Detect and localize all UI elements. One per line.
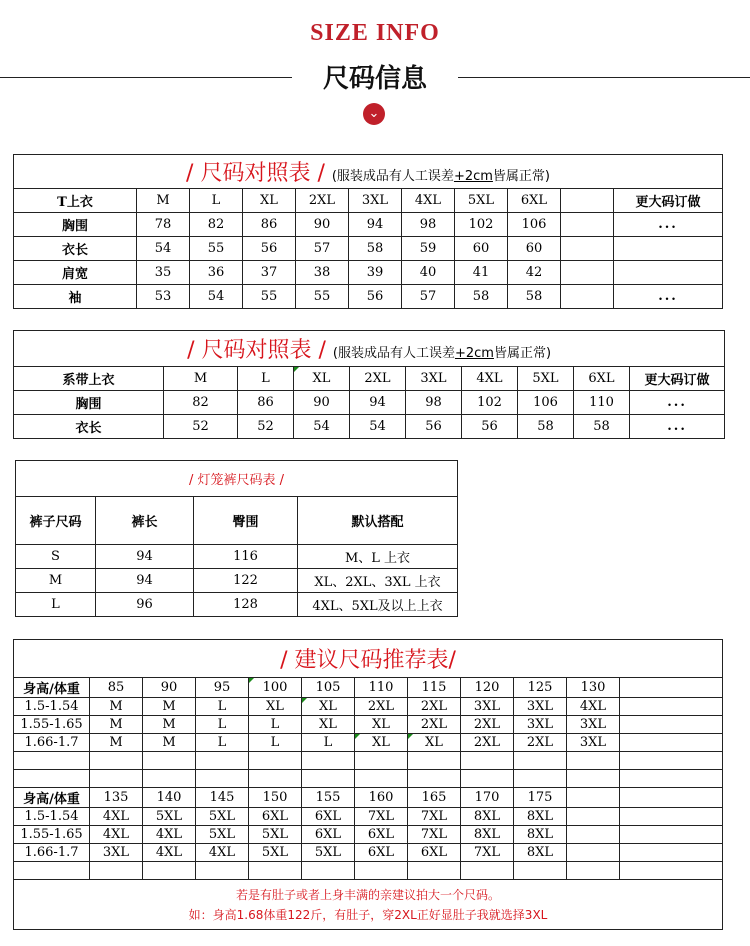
cell: 37 — [243, 261, 296, 285]
header-cell: 裤长 — [96, 497, 194, 545]
cell: 106 — [518, 391, 574, 415]
cell: M — [90, 698, 143, 716]
cell: 58 — [574, 415, 630, 439]
row-label: 1.66-1.7 — [14, 734, 90, 752]
header-row — [14, 788, 723, 808]
table-row — [16, 545, 458, 569]
cell: 2XL — [514, 734, 567, 752]
cell: 98 — [406, 391, 462, 415]
cell: XL、2XL、3XL 上衣 — [298, 569, 458, 593]
cell: 40 — [402, 261, 455, 285]
header-cell: 更大码订做 — [614, 189, 723, 213]
cell — [614, 237, 723, 261]
cell: XL — [408, 734, 461, 752]
empty-row — [14, 752, 723, 770]
header-cell — [620, 678, 723, 698]
cell: 116 — [194, 545, 298, 569]
cell: M — [143, 716, 196, 734]
cell — [561, 285, 614, 309]
row-label: 胸围 — [14, 213, 137, 237]
cell: XL — [355, 734, 408, 752]
cell: 4XL — [90, 808, 143, 826]
cell: 94 — [349, 213, 402, 237]
cell: 60 — [508, 237, 561, 261]
cell — [561, 261, 614, 285]
cell: M — [90, 734, 143, 752]
cell — [561, 237, 614, 261]
header-cell: 5XL — [455, 189, 508, 213]
header-row — [16, 497, 458, 545]
cell: 6XL — [355, 826, 408, 844]
header-cell: 3XL — [349, 189, 402, 213]
empty-row — [14, 862, 723, 880]
header-cell: 85 — [90, 678, 143, 698]
cell: 8XL — [514, 826, 567, 844]
cell: 56 — [406, 415, 462, 439]
header-cell: 115 — [408, 678, 461, 698]
row-label: 1.5-1.54 — [14, 698, 90, 716]
cell: 6XL — [249, 808, 302, 826]
size-recommendation-chart — [13, 639, 723, 930]
cell: 58 — [518, 415, 574, 439]
cell: 4XL — [196, 844, 249, 862]
cell: 6XL — [408, 844, 461, 862]
banner-title: / 尺码对照表 / — [186, 161, 325, 186]
header-cell: 105 — [302, 678, 355, 698]
cell — [567, 844, 620, 862]
banner-note: (服装成品有人工误差+2cm皆属正常) — [332, 346, 552, 361]
cell: L — [196, 698, 249, 716]
cell: M — [143, 734, 196, 752]
cell: 41 — [455, 261, 508, 285]
empty-row — [14, 770, 723, 788]
cell: 55 — [296, 285, 349, 309]
header-cell: 110 — [355, 678, 408, 698]
cell: 3XL — [514, 716, 567, 734]
cell: 5XL — [196, 808, 249, 826]
row-label: 胸围 — [14, 391, 164, 415]
cell: 6XL — [302, 808, 355, 826]
cell: 2XL — [355, 698, 408, 716]
cell: 54 — [190, 285, 243, 309]
cell: 8XL — [461, 808, 514, 826]
cell: 54 — [137, 237, 190, 261]
header-cell: 130 — [567, 678, 620, 698]
header-cell: 125 — [514, 678, 567, 698]
cell: 5XL — [249, 826, 302, 844]
header-cell: 裤子尺码 — [16, 497, 96, 545]
header-cell — [561, 189, 614, 213]
cell — [620, 734, 723, 752]
cell: 58 — [349, 237, 402, 261]
cell: 78 — [137, 213, 190, 237]
cell: 2XL — [408, 716, 461, 734]
row-label: 1.5-1.54 — [14, 808, 90, 826]
cell: 57 — [402, 285, 455, 309]
header-cell: M — [137, 189, 190, 213]
cell: 98 — [402, 213, 455, 237]
cell: 3XL — [567, 734, 620, 752]
row-label: 袖 — [14, 285, 137, 309]
cell: 5XL — [249, 844, 302, 862]
header-cell — [567, 788, 620, 808]
cell: 4XL、5XL及以上上衣 — [298, 593, 458, 617]
cell: 57 — [296, 237, 349, 261]
header-cell: 4XL — [402, 189, 455, 213]
cell — [620, 826, 723, 844]
cell: 54 — [294, 415, 350, 439]
header-cell: 175 — [514, 788, 567, 808]
cell: L — [249, 734, 302, 752]
header-cell: 90 — [143, 678, 196, 698]
cell: 3XL — [461, 698, 514, 716]
cell: M — [90, 716, 143, 734]
header-cell: 身高/体重 — [14, 788, 90, 808]
header-cell: 默认搭配 — [298, 497, 458, 545]
cell: 96 — [96, 593, 194, 617]
cell: 60 — [455, 237, 508, 261]
cell: XL — [302, 716, 355, 734]
header-cell: 135 — [90, 788, 143, 808]
cell: L — [196, 734, 249, 752]
cell — [567, 808, 620, 826]
banner-note: (服装成品有人工误差+2cm皆属正常) — [331, 169, 550, 184]
table-row — [14, 716, 723, 734]
header-cell: 155 — [302, 788, 355, 808]
row-label: 衣长 — [14, 237, 137, 261]
table-banner — [14, 155, 723, 189]
cell: ... — [614, 213, 723, 237]
cell — [620, 844, 723, 862]
cell: ... — [630, 415, 725, 439]
table-banner — [14, 640, 723, 678]
cell: 94 — [350, 391, 406, 415]
cell: 56 — [243, 237, 296, 261]
cell: 86 — [243, 213, 296, 237]
header-cell: T上衣 — [14, 189, 137, 213]
table-row — [14, 261, 723, 285]
header-cell: 95 — [196, 678, 249, 698]
cell: 6XL — [355, 844, 408, 862]
cell — [614, 261, 723, 285]
cell: 59 — [402, 237, 455, 261]
cell: 55 — [243, 285, 296, 309]
cell: 39 — [349, 261, 402, 285]
cell: 82 — [164, 391, 238, 415]
cell: 2XL — [461, 716, 514, 734]
banner-title: / 灯笼裤尺码表 / — [189, 473, 285, 488]
cell: 8XL — [461, 826, 514, 844]
row-label: 肩宽 — [14, 261, 137, 285]
cell — [620, 716, 723, 734]
header-cell: 系带上衣 — [14, 367, 164, 391]
cell: 36 — [190, 261, 243, 285]
cell: XL — [302, 698, 355, 716]
cell: ... — [630, 391, 725, 415]
table-row — [16, 569, 458, 593]
header-cell: 更大码订做 — [630, 367, 725, 391]
cell: 7XL — [461, 844, 514, 862]
cell: 122 — [194, 569, 298, 593]
header-cell: L — [238, 367, 294, 391]
header-cell: 170 — [461, 788, 514, 808]
cell: 4XL — [143, 826, 196, 844]
header-cell: 2XL — [296, 189, 349, 213]
header-row — [14, 367, 725, 391]
cell: L — [16, 593, 96, 617]
cell: 94 — [96, 545, 194, 569]
cell: 7XL — [355, 808, 408, 826]
cell: 52 — [238, 415, 294, 439]
table-row — [14, 698, 723, 716]
cell: 8XL — [514, 808, 567, 826]
cell: 4XL — [90, 826, 143, 844]
cell: 5XL — [196, 826, 249, 844]
cell: 90 — [294, 391, 350, 415]
header-cell: 145 — [196, 788, 249, 808]
cell: 56 — [462, 415, 518, 439]
cell: 7XL — [408, 826, 461, 844]
table-row — [14, 826, 723, 844]
cell: 2XL — [408, 698, 461, 716]
table-row — [14, 808, 723, 826]
table-row — [14, 734, 723, 752]
cell: 7XL — [408, 808, 461, 826]
cell — [620, 808, 723, 826]
cell: 128 — [194, 593, 298, 617]
header-cell: XL — [294, 367, 350, 391]
cell: 35 — [137, 261, 190, 285]
header-cell: 3XL — [406, 367, 462, 391]
cell: 54 — [350, 415, 406, 439]
cell: 3XL — [567, 716, 620, 734]
header-cell: 140 — [143, 788, 196, 808]
header-cell: 100 — [249, 678, 302, 698]
cell: 56 — [349, 285, 402, 309]
cell — [561, 213, 614, 237]
row-label: 1.66-1.7 — [14, 844, 90, 862]
cell: 58 — [508, 285, 561, 309]
cell: 86 — [238, 391, 294, 415]
cell: 94 — [96, 569, 194, 593]
cell: 82 — [190, 213, 243, 237]
size-chart-t-shirt — [13, 154, 723, 309]
cell — [620, 698, 723, 716]
cell: 42 — [508, 261, 561, 285]
cell: M — [16, 569, 96, 593]
table-row — [16, 593, 458, 617]
cell: XL — [355, 716, 408, 734]
cell: S — [16, 545, 96, 569]
row-label: 衣长 — [14, 415, 164, 439]
size-chart-lantern-pants — [15, 460, 458, 617]
banner-title: / 建议尺码推荐表/ — [280, 648, 456, 673]
header-cell: 160 — [355, 788, 408, 808]
header-cell: 4XL — [462, 367, 518, 391]
header-cell: 6XL — [508, 189, 561, 213]
chevron-down-icon: ⌄ — [363, 103, 385, 125]
header — [0, 0, 750, 140]
cell: 3XL — [90, 844, 143, 862]
cn-title: 尺码信息 — [322, 64, 427, 94]
size-chart-tie-top — [13, 330, 725, 439]
cell: 110 — [574, 391, 630, 415]
cell: 52 — [164, 415, 238, 439]
header-cell: 120 — [461, 678, 514, 698]
cell: 4XL — [567, 698, 620, 716]
header-cell: 6XL — [574, 367, 630, 391]
cell: 3XL — [514, 698, 567, 716]
table-row — [14, 237, 723, 261]
cell: 38 — [296, 261, 349, 285]
table-row — [14, 415, 725, 439]
en-title: SIZE INFO — [310, 20, 440, 46]
row-label: 1.55-1.65 — [14, 826, 90, 844]
header-row — [14, 678, 723, 698]
cell: L — [249, 716, 302, 734]
cell: M — [143, 698, 196, 716]
footnote-line: 如：身高1.68体重122斤，有肚子，穿2XL正好显肚子我就选择3XL — [188, 907, 548, 922]
banner-title: / 尺码对照表 / — [187, 338, 326, 363]
footnote-line: 若是有肚子或者上身丰满的亲建议拍大一个尺码。 — [236, 887, 501, 902]
cell: ... — [614, 285, 723, 309]
header-cell: XL — [243, 189, 296, 213]
header-cell: 5XL — [518, 367, 574, 391]
cell: 8XL — [514, 844, 567, 862]
row-label: 1.55-1.65 — [14, 716, 90, 734]
cell: XL — [249, 698, 302, 716]
cell: 4XL — [143, 844, 196, 862]
header-cell: M — [164, 367, 238, 391]
cell: 6XL — [302, 826, 355, 844]
header-cell: 2XL — [350, 367, 406, 391]
cell: 53 — [137, 285, 190, 309]
table-row — [14, 213, 723, 237]
cell: 5XL — [302, 844, 355, 862]
cell: 90 — [296, 213, 349, 237]
header-cell: 165 — [408, 788, 461, 808]
cell: 102 — [455, 213, 508, 237]
cell: 55 — [190, 237, 243, 261]
header-row — [14, 189, 723, 213]
cell: 2XL — [461, 734, 514, 752]
header-cell: 臀围 — [194, 497, 298, 545]
footnote — [14, 880, 723, 930]
cell: L — [196, 716, 249, 734]
table-row — [14, 285, 723, 309]
cell: 102 — [462, 391, 518, 415]
cell: 5XL — [143, 808, 196, 826]
header-cell — [620, 788, 723, 808]
cell: L — [302, 734, 355, 752]
table-row — [14, 844, 723, 862]
cell — [567, 826, 620, 844]
header-cell: 身高/体重 — [14, 678, 90, 698]
table-banner — [16, 461, 458, 497]
header-cell: L — [190, 189, 243, 213]
cell: 58 — [455, 285, 508, 309]
header-cell: 150 — [249, 788, 302, 808]
cell: M、L 上衣 — [298, 545, 458, 569]
table-row — [14, 391, 725, 415]
table-banner — [14, 331, 725, 367]
cell: 106 — [508, 213, 561, 237]
